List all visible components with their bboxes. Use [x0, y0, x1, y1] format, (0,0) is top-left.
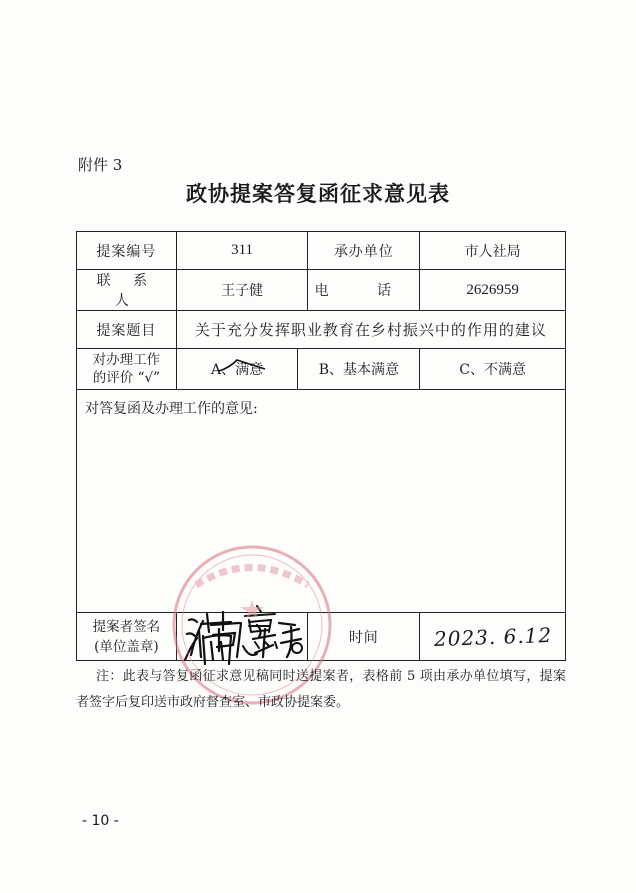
signature-cell[interactable] [176, 613, 308, 661]
contact-value: 王子健 [176, 270, 308, 311]
proposal-no-label: 提案编号 [77, 232, 177, 270]
proposal-no-value: 311 [176, 232, 308, 270]
evaluation-label [77, 349, 177, 390]
signer-label-line2: (单位盖章) [94, 638, 159, 655]
signer-label-line1: 提案者签名 [92, 618, 161, 635]
signer-label [77, 613, 177, 661]
form-row-evaluation [77, 349, 566, 390]
handling-unit-value: 市人社局 [420, 232, 566, 270]
form-row-topic [77, 311, 566, 349]
option-a-text-wrap [211, 359, 263, 379]
handling-unit-label: 承办单位 [308, 232, 420, 270]
form-row-opinion [77, 390, 566, 613]
form-row-proposal [77, 232, 566, 270]
handwritten-signature [183, 617, 313, 661]
phone-value: 2626959 [420, 270, 566, 311]
evaluation-label-line2: 的评价 “√” [92, 370, 160, 386]
page-number: - 10 - [82, 813, 119, 829]
contact-label: 联 系 人 [77, 270, 177, 311]
check-mark-icon [215, 354, 271, 378]
option-a-label: A、满意 [211, 362, 264, 378]
attachment-label: 附件 3 [78, 156, 123, 174]
footnote: 注：此表与答复函征求意见稿同时送提案者，表格前 5 项由承办单位填写，提案者签字后复印送市政府督查室、市政协提案委。 [76, 669, 566, 710]
page-title: 政协提案答复函征求意见表 [186, 182, 450, 206]
topic-value: 关于充分发挥职业教育在乡村振兴中的作用的建议 [176, 311, 565, 349]
time-cell[interactable] [420, 613, 566, 661]
evaluation-label-line1: 对办理工作 [92, 352, 161, 368]
opinion-cell[interactable] [77, 390, 566, 613]
option-b-cell[interactable]: B、基本满意 [298, 349, 420, 390]
form-row-contact [77, 270, 566, 311]
handwritten-date: 2023. 6.12 [433, 622, 553, 651]
time-label: 时间 [308, 613, 420, 661]
feedback-form-table [76, 231, 566, 661]
phone-label: 电 话 [308, 270, 420, 311]
option-c-cell[interactable]: C、不满意 [420, 349, 566, 390]
option-a-cell[interactable] [176, 349, 298, 390]
topic-label: 提案题目 [77, 311, 177, 349]
opinion-label: 对答复函及办理工作的意见: [85, 401, 258, 417]
